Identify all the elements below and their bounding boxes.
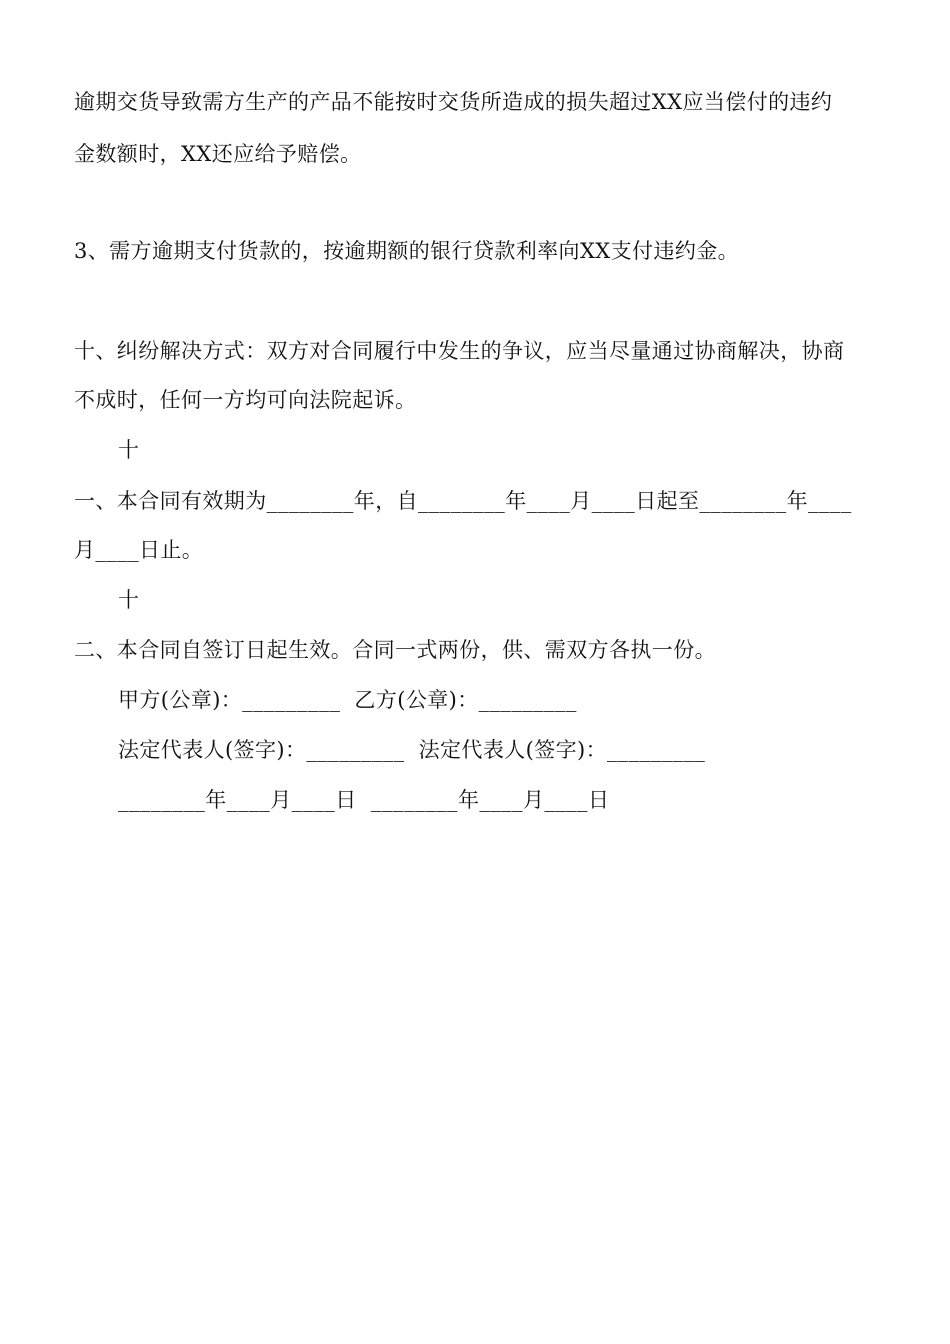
party-seal-line: 甲方(公章)：_________ 乙方(公章)：_________ <box>118 688 577 712</box>
clause-number-prefix: 十 <box>118 588 140 612</box>
clause-text-line: 逾期交货导致需方生产的产品不能按时交货所造成的损失超过XX应当偿付的违约 <box>74 90 833 114</box>
clause-10-dispute-resolution: 十、纠纷解决方式：双方对合同履行中发生的争议，应当尽量通过协商解决，协商 <box>74 339 845 363</box>
clause-text-line: 金数额时，XX还应给予赔偿。 <box>74 142 362 166</box>
clause-10-continued: 不成时，任何一方均可向法院起诉。 <box>74 388 417 412</box>
clause-11-validity-period: 一、本合同有效期为________年，自________年____月____日起至________年____ <box>74 489 852 513</box>
clause-12-effective: 二、本合同自签订日起生效。合同一式两份，供、需双方各执一份。 <box>74 638 716 662</box>
clause-number-prefix: 十 <box>118 438 140 462</box>
clause-11-continued: 月____日止。 <box>74 538 204 562</box>
signing-date-line: ________年____月____日 ________年____月____日 <box>118 788 610 812</box>
legal-representative-signature-line: 法定代表人(签字)：_________ 法定代表人(签字)：_________ <box>118 738 706 762</box>
clause-3-text: 3、需方逾期支付货款的，按逾期额的银行贷款利率向XX支付违约金。 <box>74 239 740 263</box>
